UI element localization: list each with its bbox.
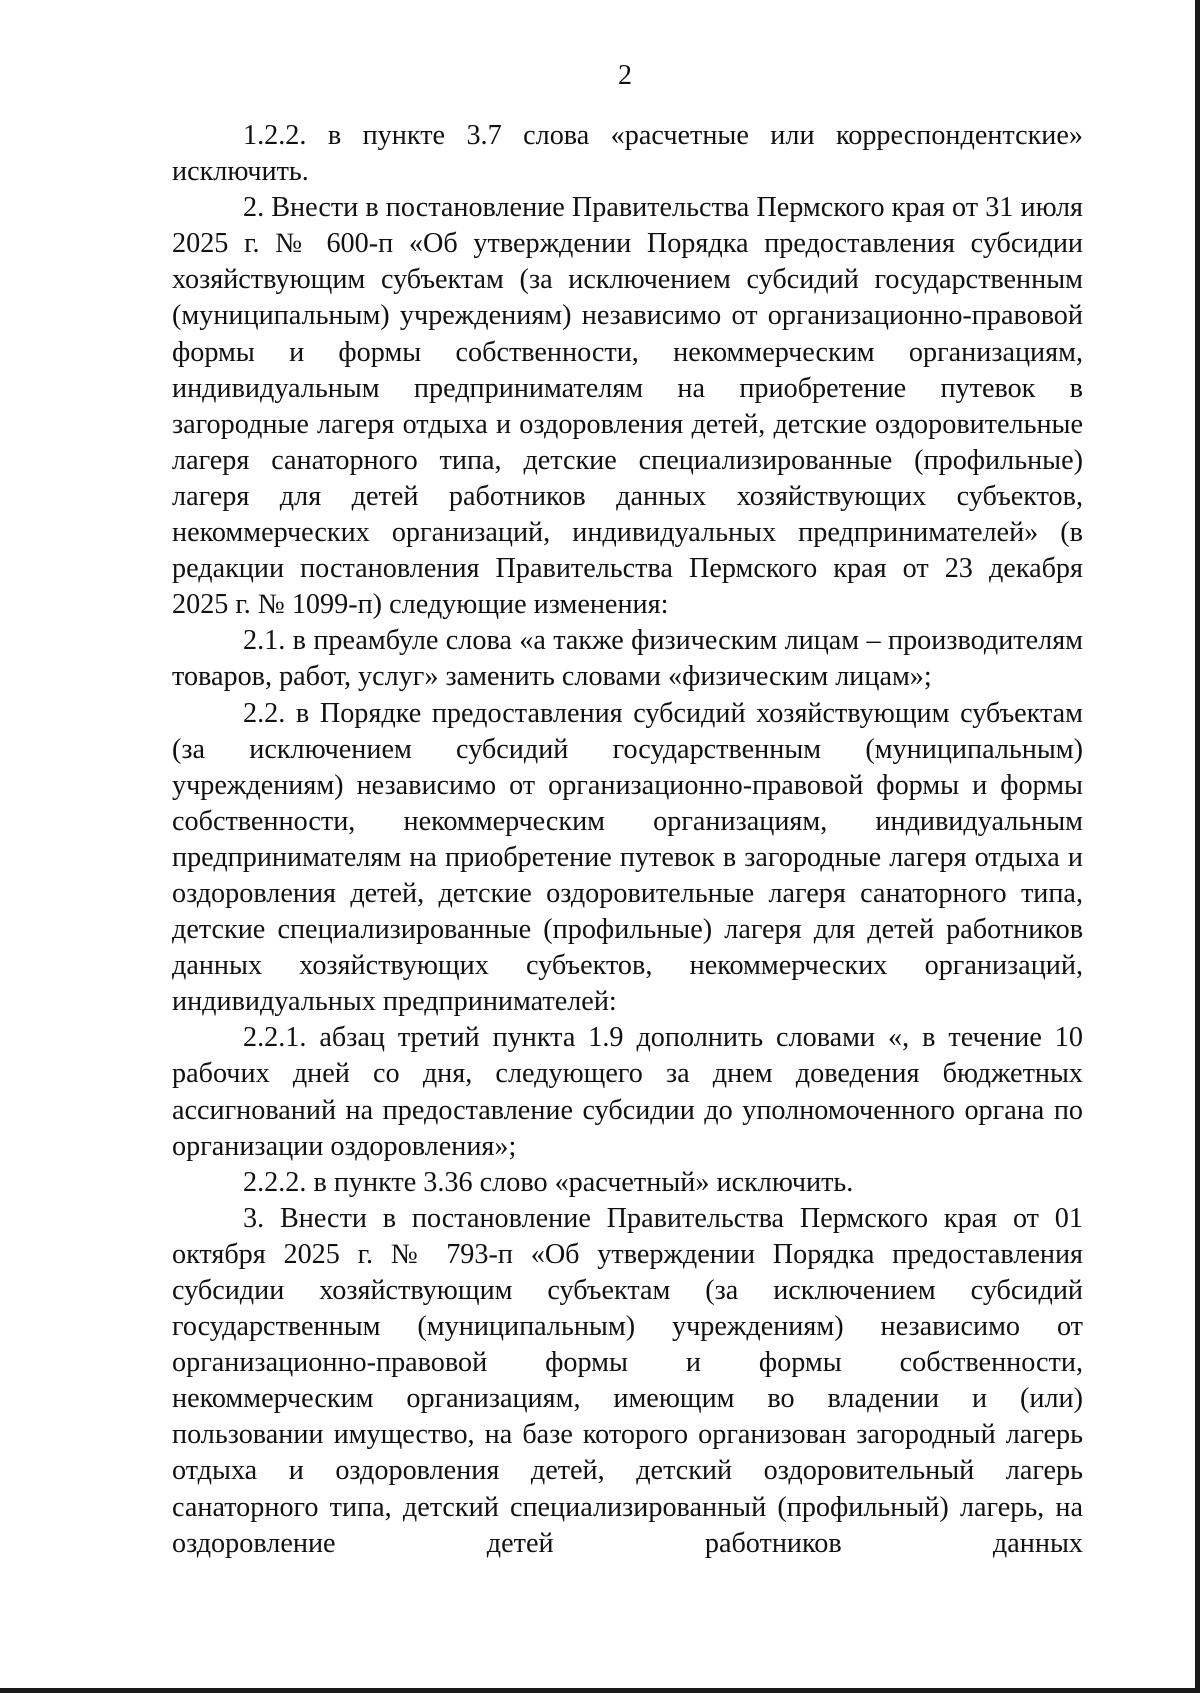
paragraph-2: 2. Внести в постановление Правительства Пермского края от 31 июля 2025 г. № 600-п «Об утверждении Порядка предоставления субсидии хозяйствующим субъектам (за исключением субсидий государственным (муниципальным) учреждениям) независимо от организационно-правовой формы и формы собственности, некоммерческим организациям, индивидуальным предпринимателям на приобретение путевок в загородные лагеря отдыха и оздоровления детей, детские оздоровительные лагеря санаторного типа, детские специализированные (профильные) лагеря для детей работников данных хозяйствующих субъектов, некоммерческих организаций, индивидуальных предпринимателей» (в редакции постановления Правительства Пермского края от 23 декабря 2025 г. № 1099-п) следующие изменения: <box>172 192 1083 621</box>
document-body <box>172 118 1083 1562</box>
scan-border-bottom <box>0 1688 1200 1693</box>
paragraph-2-1: 2.1. в преамбуле слова «а также физическим лицам – производителям товаров, работ, услуг» заменить словами «физическим лицам»; <box>172 625 1083 693</box>
paragraph-2-2-1: 2.2.1. абзац третий пункта 1.9 дополнить словами «, в течение 10 рабочих дней со дня, следующего за днем доведения бюджетных ассигнований на предоставление субсидии до уполномоченного органа по организации оздоровления»; <box>172 1022 1083 1162</box>
paragraph-2-2: 2.2. в Порядке предоставления субсидий хозяйствующим субъектам (за исключением субсидий государственным (муниципальным) учреждениям) независимо от организационно-правовой формы и формы собственности, некоммерческим организациям, индивидуальным предпринимателям на приобретение путевок в загородные лагеря отдыха и оздоровления детей, детские оздоровительные лагеря санаторного типа, детские специализированные (профильные) лагеря для детей работников данных хозяйствующих субъектов, некоммерческих организаций, индивидуальных предпринимателей: <box>172 697 1083 1018</box>
paragraph-2-2-2: 2.2.2. в пункте 3.36 слово «расчетный» исключить. <box>243 1166 854 1198</box>
page-number: 2 <box>618 60 632 91</box>
paragraph-1-2-2: 1.2.2. в пункте 3.7 слова «расчетные или корреспондентские» исключить. <box>172 120 1083 188</box>
scan-border-right <box>1195 0 1200 1693</box>
paragraph-3: 3. Внести в постановление Правительства Пермского края от 01 октября 2025 г. № 793-п «Об утверждении Порядка предоставления субсидии хозяйствующим субъектам (за исключением субсидий государственным (муниципальным) учреждениям) независимо от организационно-правовой формы и формы собственности, некоммерческим организациям, имеющим во владении и (или) пользовании имущество, на базе которого организован загородный лагерь отдыха и оздоровления детей, детский оздоровительный лагерь санаторного типа, детский специализированный (профильный) лагерь, на оздоровление детей работников данных <box>172 1202 1083 1559</box>
